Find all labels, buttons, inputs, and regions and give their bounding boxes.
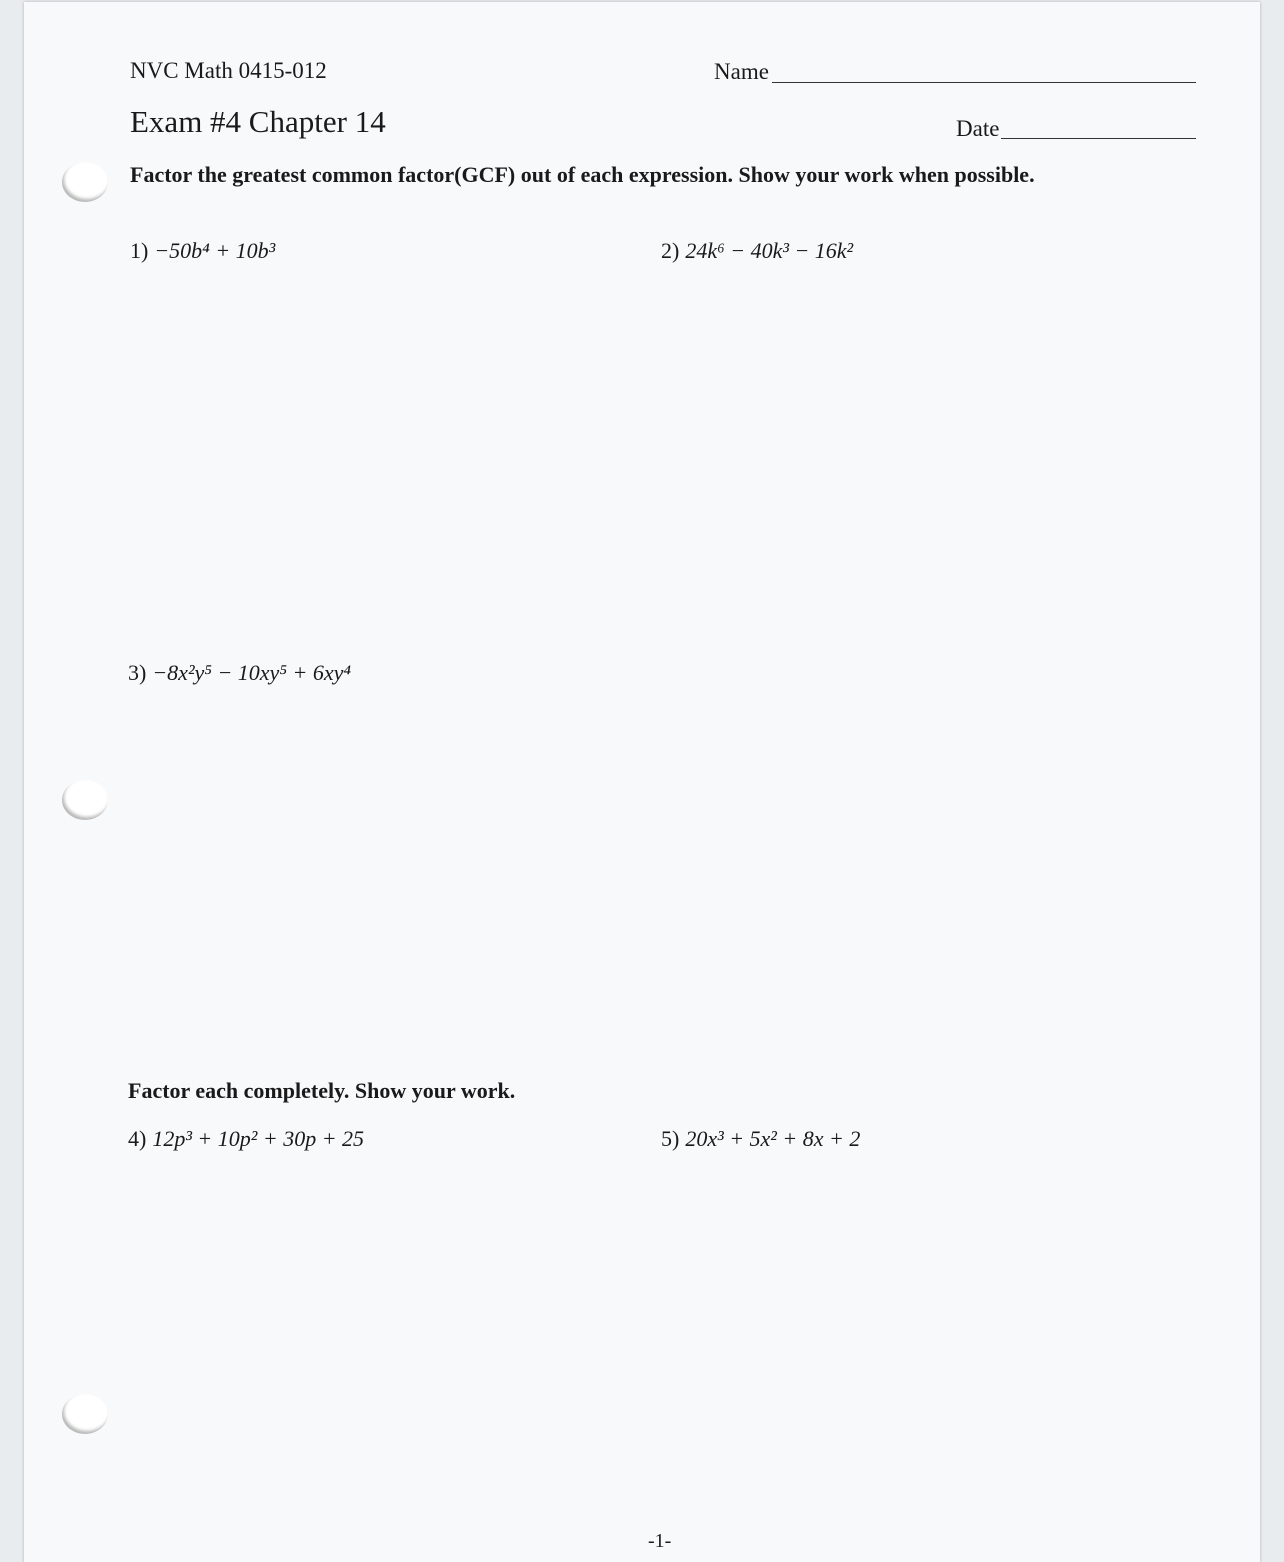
date-field-line[interactable] <box>1001 138 1196 139</box>
problem-3-expression: −8x²y⁵ − 10xy⁵ + 6xy⁴ <box>152 660 351 685</box>
name-label: Name <box>714 59 769 84</box>
problem-2-number: 2) <box>661 238 680 263</box>
problem-2-expression: 24k⁶ − 40k³ − 16k² <box>685 238 854 263</box>
problem-3 <box>128 660 351 686</box>
problem-5-expression: 20x³ + 5x² + 8x + 2 <box>685 1126 861 1151</box>
page-number: -1- <box>648 1530 672 1552</box>
punch-hole-top <box>62 162 108 202</box>
page-title: Exam #4 Chapter 14 <box>130 104 386 139</box>
problem-5-number: 5) <box>661 1126 680 1151</box>
name-field-line[interactable] <box>772 82 1196 83</box>
punch-hole-middle <box>62 780 108 820</box>
problem-4-expression: 12p³ + 10p² + 30p + 25 <box>152 1126 365 1151</box>
punch-hole-bottom <box>62 1394 108 1434</box>
problem-4-number: 4) <box>128 1126 147 1151</box>
problem-1-number: 1) <box>130 238 149 263</box>
section1-instructions: Factor the greatest common factor(GCF) out of each expression. Show your work when possible. <box>130 162 1035 187</box>
date-label: Date <box>956 116 1000 141</box>
problem-3-number: 3) <box>128 660 147 685</box>
problem-4 <box>128 1126 364 1152</box>
exam-page <box>24 2 1260 1562</box>
problem-5 <box>661 1126 860 1152</box>
problem-1-expression: −50b⁴ + 10b³ <box>154 238 276 263</box>
section2-instructions: Factor each completely. Show your work. <box>128 1078 516 1103</box>
problem-2 <box>661 238 853 264</box>
course-code: NVC Math 0415-012 <box>130 58 327 83</box>
problem-1 <box>130 238 275 264</box>
